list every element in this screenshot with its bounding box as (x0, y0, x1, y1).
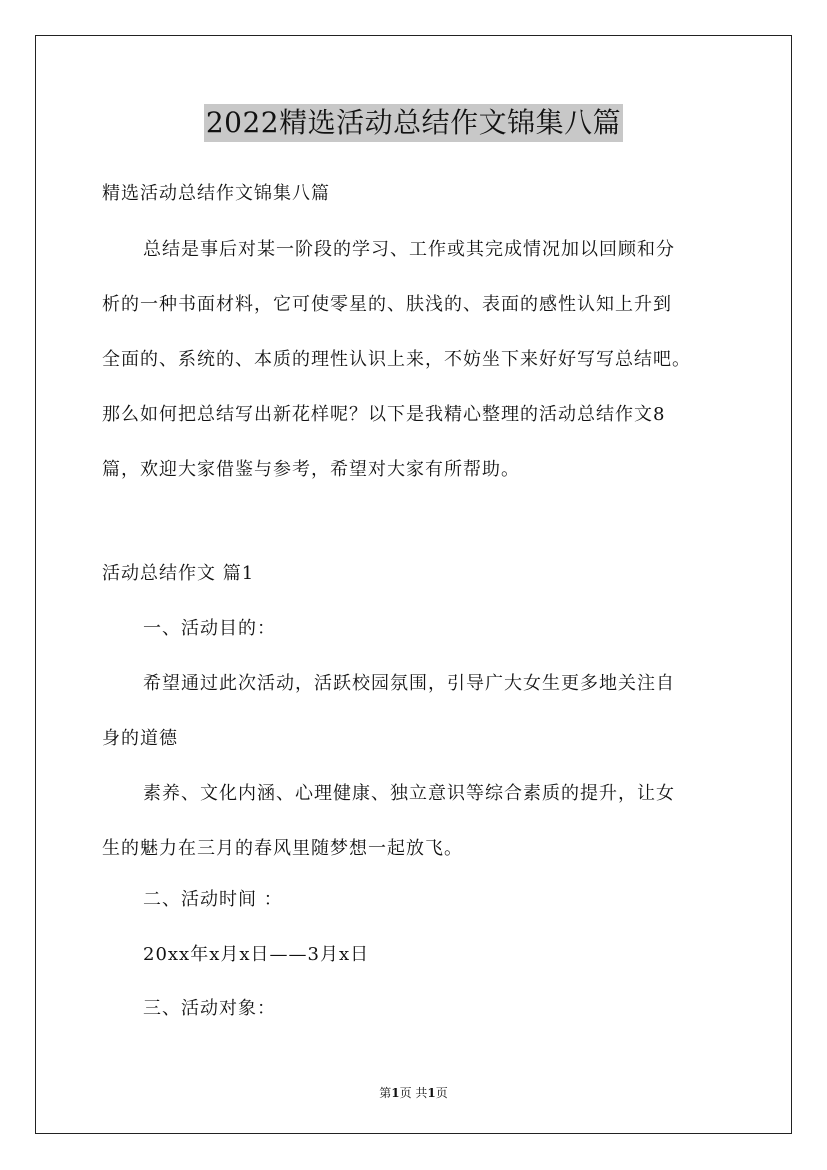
body-line: 素养、文化内涵、心理健康、独立意识等综合素质的提升，让女 (143, 783, 675, 804)
section-heading: 活动总结作文 篇1 (102, 563, 255, 584)
intro-line: 全面的、系统的、本质的理性认识上来，不妨坐下来好好写写总结吧。 (102, 349, 691, 370)
document-title: 2022精选活动总结作文锦集八篇 (204, 104, 623, 142)
footer-prefix: 第 (379, 1086, 392, 1100)
footer-mid: 页 共 (399, 1086, 428, 1100)
title-container (0, 104, 827, 142)
body-line: 身的道德 (102, 728, 178, 749)
body-line: 希望通过此次活动，活跃校园氛围，引导广大女生更多地关注自 (143, 673, 675, 694)
document-subtitle: 精选活动总结作文锦集八篇 (102, 183, 330, 204)
body-line: 二、活动时间 ： (143, 889, 283, 910)
body-line: 三、活动对象： (143, 998, 276, 1019)
body-line: 生的魅力在三月的春风里随梦想一起放飞。 (102, 838, 463, 859)
footer-page-current: 1 (391, 1086, 400, 1100)
body-line: 20xx年x月x日——3月x日 (143, 944, 370, 965)
intro-line: 总结是事后对某一阶段的学习、工作或其完成情况加以回顾和分 (143, 239, 675, 260)
footer-suffix: 页 (435, 1086, 448, 1100)
page-footer (0, 1085, 827, 1101)
intro-line: 篇，欢迎大家借鉴与参考，希望对大家有所帮助。 (102, 459, 520, 480)
intro-line: 那么如何把总结写出新花样呢？以下是我精心整理的活动总结作文8 (102, 404, 666, 425)
body-line: 一、活动目的： (143, 618, 276, 639)
footer-page-total: 1 (427, 1086, 436, 1100)
intro-line: 析的一种书面材料，它可使零星的、肤浅的、表面的感性认知上升到 (102, 294, 672, 315)
